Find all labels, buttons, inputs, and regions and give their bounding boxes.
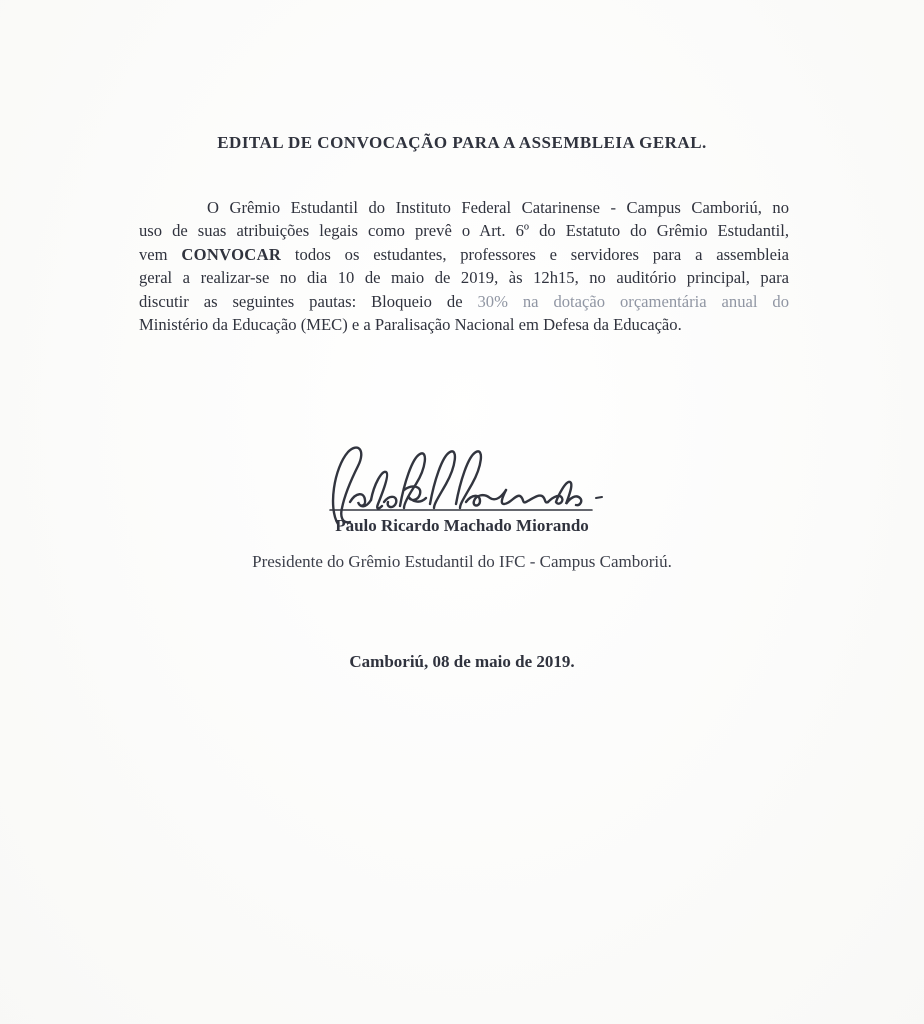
document-title: EDITAL DE CONVOCAÇÃO PARA A ASSEMBLEIA GERAL.: [217, 133, 707, 152]
paragraph-line: [139, 196, 789, 219]
text-segment: geral a realizar-se no dia 10 de maio de 2019, às 12h15, no auditório principal, para: [139, 268, 789, 288]
text-segment: Ministério da Educação (MEC) e a Paralisação Nacional em Defesa da Educação.: [139, 315, 682, 335]
text-segment: uso de suas atribuições legais como prevê o Art. 6º do Estatuto do Grêmio Estudantil,: [139, 221, 789, 241]
paragraph-line: [139, 290, 789, 313]
paragraph-line: [139, 313, 789, 336]
date-line: Camboriú, 08 de maio de 2019.: [349, 652, 575, 671]
paragraph-line: [139, 243, 789, 266]
text-segment: vem: [139, 244, 182, 264]
signer-name: Paulo Ricardo Machado Miorando: [335, 516, 589, 535]
paragraph-line: [139, 266, 789, 289]
text-segment: discutir as seguintes pautas: Bloqueio de: [139, 291, 478, 311]
text-segment: O Grêmio Estudantil do Instituto Federal Catarinense - Campus Camboriú, no: [207, 198, 789, 217]
text-segment-bold: CONVOCAR: [181, 244, 282, 264]
paragraph-line: [139, 219, 789, 242]
signer-role: Presidente do Grêmio Estudantil do IFC - Campus Camboriú.: [252, 552, 672, 571]
text-segment: todos os estudantes, professores e servidores para a assembleia: [281, 244, 790, 264]
text-segment-faded: 30% na dotação orçamentária anual do: [477, 291, 789, 311]
body-paragraph: [139, 196, 789, 336]
